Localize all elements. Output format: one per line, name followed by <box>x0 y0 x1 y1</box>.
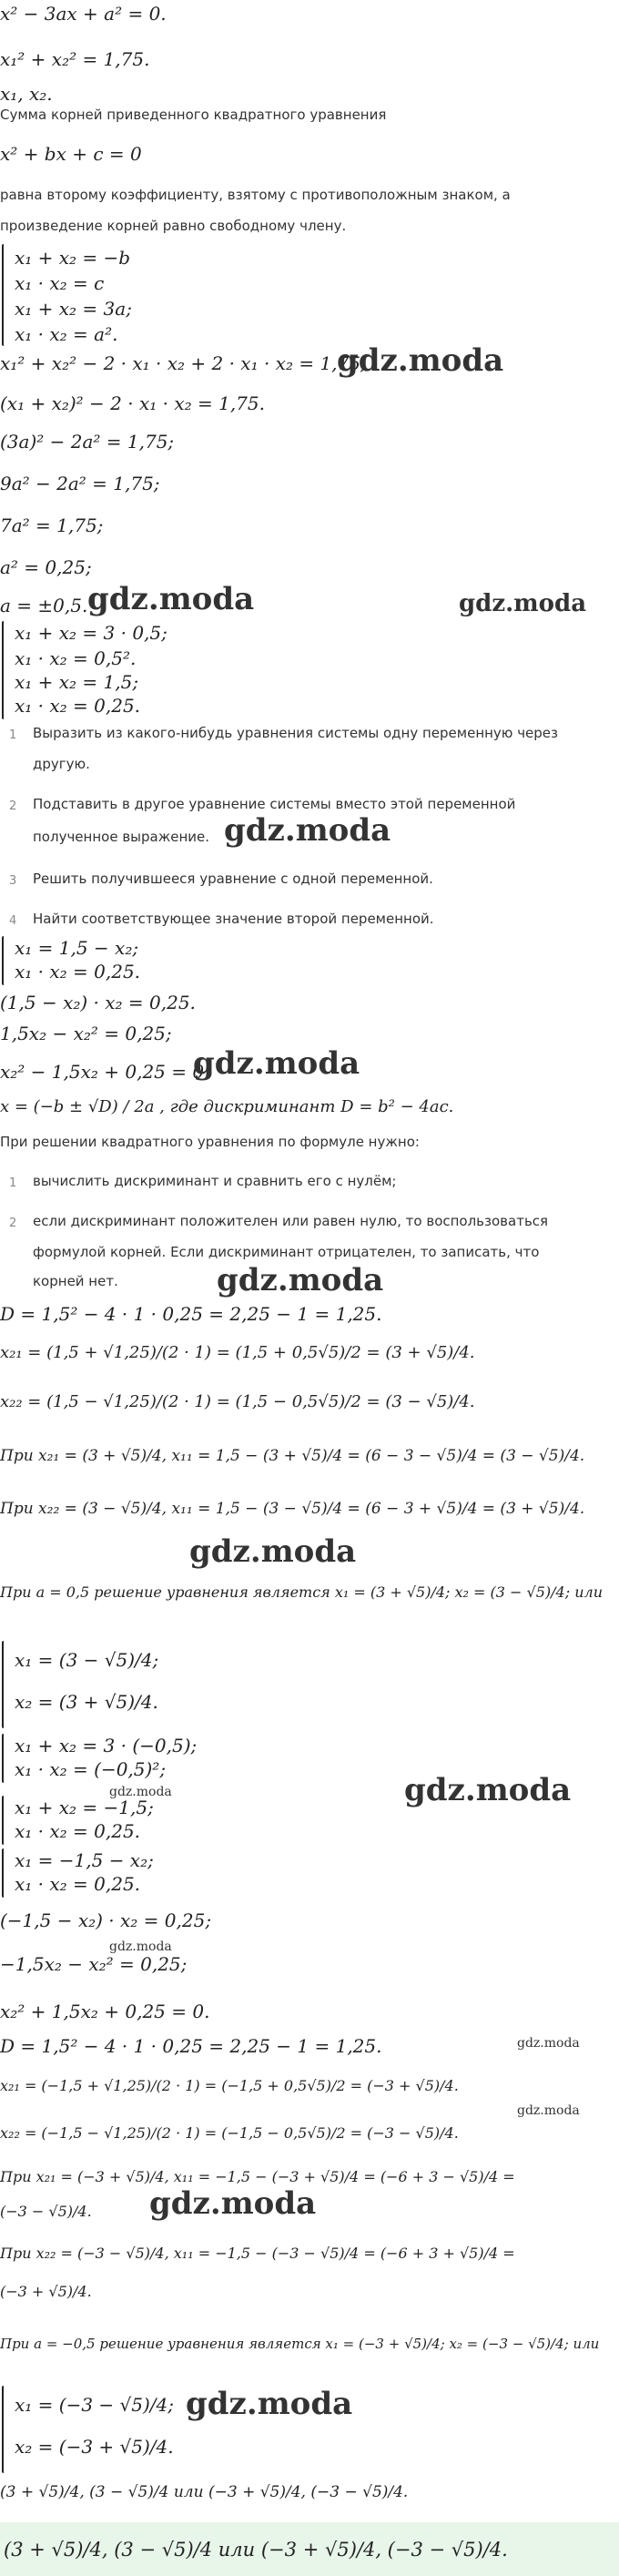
system-brace <box>2 1734 4 1783</box>
watermark: gdz.moda <box>149 2185 317 2222</box>
neg-substituted: (−1,5 − x₂) · x₂ = 0,25; <box>0 1909 212 1931</box>
list-item: корней нет. <box>33 1273 118 1289</box>
vieta-text-3: произведение корней равно свободному члену. <box>0 218 347 234</box>
sub-product: x₁ · x₂ = 0,25. <box>15 961 141 983</box>
alt-x2: x₂ = (3 + √5)/4. <box>15 1691 158 1713</box>
general-quadratic: x² + bx + c = 0 <box>0 143 142 165</box>
watermark: gdz.moda <box>459 590 587 617</box>
discriminant-1: D = 1,5² − 4 · 1 · 0,25 = 2,25 − 1 = 1,25. <box>0 1303 382 1325</box>
square-of-sum: (x₁ + x₂)² − 2 · x₁ · x₂ = 1,75. <box>0 392 265 414</box>
root-x22: x₂₂ = (1,5 − √1,25)/(2 · 1) = (1,5 − 0,5√5)/2 = (3 − √5)/4. <box>0 1392 475 1411</box>
system-brace <box>2 1848 4 1898</box>
answer-text: (3 + √5)/4, (3 − √5)/4 или (−3 + √5)/4, (−3 − √5)/4. <box>4 2539 508 2561</box>
solution-a-negative: При a = −0,5 решение уравнения является x₁ = (−3 + √5)/4; x₂ = (−3 − √5)/4; или <box>0 2336 600 2352</box>
neg-quadratic: x₂² + 1,5x₂ + 0,25 = 0. <box>0 2001 210 2022</box>
list-item: формулой корней. Если дискриминант отрицателен, то записать, что <box>33 1244 540 1260</box>
list-item: вычислить дискриминант и сравнить его с нулём; <box>33 1173 397 1189</box>
system-brace <box>2 621 4 719</box>
case-x22: При x₂₂ = (3 − √5)/4, x₁₁ = 1,5 − (3 − √5)/4 = (6 − 3 + √5)/4 = (3 + √5)/4. <box>0 1500 585 1518</box>
watermark: gdz.moda <box>404 1772 572 1808</box>
sys-a1-sum: x₁ + x₂ = 3 · 0,5; <box>15 622 167 644</box>
list-item: если дискриминант положителен или равен нулю, то воспользоваться <box>33 1213 549 1229</box>
neg-product: x₁ · x₂ = (−0,5)²; <box>15 1758 167 1780</box>
step-a2: a² = 0,25; <box>0 556 92 578</box>
sys-a2-product: x₁ · x₂ = 0,25. <box>15 695 141 717</box>
substitution-a: (3a)² − 2a² = 1,75; <box>0 431 175 453</box>
neg-sum: x₁ + x₂ = 3 · (−0,5); <box>15 1735 198 1756</box>
discriminant-2: D = 1,5² − 4 · 1 · 0,25 = 2,25 − 1 = 1,25. <box>0 2035 382 2057</box>
expanded-eq: 1,5x₂ − x₂² = 0,25; <box>0 1023 172 1044</box>
system-sum-3a: x₁ + x₂ = 3a; <box>15 298 132 320</box>
condition-sum-squares: x₁² + x₂² = 1,75. <box>0 48 150 70</box>
watermark: gdz.moda <box>186 2386 353 2422</box>
quadratic-formula: x = (−b ± √D) / 2a , где дискриминант D = b² − 4ac. <box>0 1097 454 1116</box>
list-item: полученное выражение. <box>33 829 210 845</box>
neg-case-x21: При x₂₁ = (−3 + √5)/4, x₁₁ = −1,5 − (−3 + √5)/4 = (−6 + 3 − √5)/4 = <box>0 2168 515 2185</box>
watermark: gdz.moda <box>193 1045 360 1082</box>
list-number: 4 <box>9 914 17 928</box>
neg-sub-x1: x₁ = −1,5 − x₂; <box>15 1849 154 1871</box>
sys-a2-sum: x₁ + x₂ = 1,5; <box>15 671 139 693</box>
neg-case-x22: При x₂₂ = (−3 − √5)/4, x₁₁ = −1,5 − (−3 − √5)/4 = (−6 + 3 + √5)/4 = <box>0 2245 515 2262</box>
roots-label: x₁, x₂. <box>0 83 53 105</box>
watermark: gdz.moda <box>224 812 391 849</box>
sys-a1-product: x₁ · x₂ = 0,5². <box>15 647 137 669</box>
system-brace <box>2 1796 4 1845</box>
case-x21: При x₂₁ = (3 + √5)/4, x₁₁ = 1,5 − (3 + √5)/4 = (6 − 3 − √5)/4 = (3 − √5)/4. <box>0 1447 585 1465</box>
watermark: gdz.moda <box>517 2036 580 2051</box>
equation-main: x² − 3ax + a² = 0. <box>0 3 167 25</box>
expansion-line: x₁² + x₂² − 2 · x₁ · x₂ + 2 · x₁ · x₂ = 1,75; <box>0 352 367 374</box>
neg-alt-x1: x₁ = (−3 − √5)/4; <box>15 2394 174 2416</box>
system-brace <box>2 244 4 346</box>
list-number: 1 <box>9 728 17 742</box>
neg-product-value: x₁ · x₂ = 0,25. <box>15 1820 141 1842</box>
final-pairs: (3 + √5)/4, (3 − √5)/4 или (−3 + √5)/4, (−3 − √5)/4. <box>0 2483 409 2501</box>
system-product-a2: x₁ · x₂ = a². <box>15 323 118 345</box>
neg-sub-product: x₁ · x₂ = 0,25. <box>15 1873 141 1895</box>
neg-sum-value: x₁ + x₂ = −1,5; <box>15 1797 154 1818</box>
solution-a-positive: При a = 0,5 решение уравнения является x₁ = (3 + √5)/4; x₂ = (3 − √5)/4; или <box>0 1583 603 1601</box>
watermark: gdz.moda <box>87 581 255 617</box>
watermark: gdz.moda <box>109 1940 172 1954</box>
neg-root-x22: x₂₂ = (−1,5 − √1,25)/(2 · 1) = (−1,5 − 0,5√5)/2 = (−3 − √5)/4. <box>0 2124 459 2142</box>
watermark: gdz.moda <box>189 1533 357 1570</box>
step-7a2: 7a² = 1,75; <box>0 514 104 536</box>
formula-intro: При решении квадратного уравнения по формуле нужно: <box>0 1134 420 1150</box>
system-brace <box>2 936 4 985</box>
vieta-sum: x₁ + x₂ = −b <box>15 247 131 269</box>
system-brace <box>2 2386 4 2473</box>
vieta-text-2: равна второму коэффициенту, взятому с противоположным знаком, а <box>0 187 511 203</box>
neg-root-x21: x₂₁ = (−1,5 + √1,25)/(2 · 1) = (−1,5 + 0,5√5)/2 = (−3 + √5)/4. <box>0 2077 459 2094</box>
list-item: Выразить из какого-нибудь уравнения системы одну переменную через <box>33 725 559 741</box>
quadratic-eq: x₂² − 1,5x₂ + 0,25 = 0. <box>0 1061 210 1083</box>
watermark: gdz.moda <box>217 1262 384 1298</box>
list-number: 3 <box>9 874 17 888</box>
vieta-product: x₁ · x₂ = c <box>15 272 105 294</box>
substituted-eq: (1,5 − x₂) · x₂ = 0,25. <box>0 992 196 1013</box>
list-item: Решить получившееся уравнение с одной переменной. <box>33 871 433 887</box>
watermark: gdz.moda <box>109 1785 172 1799</box>
vieta-text-1: Сумма корней приведенного квадратного уравнения <box>0 107 387 123</box>
neg-case-x22-result: (−3 + √5)/4. <box>0 2283 92 2300</box>
neg-expanded: −1,5x₂ − x₂² = 0,25; <box>0 1953 188 1975</box>
list-item: другую. <box>33 756 90 772</box>
alt-x1: x₁ = (3 − √5)/4; <box>15 1649 159 1671</box>
list-number: 2 <box>9 799 17 813</box>
root-x21: x₂₁ = (1,5 + √1,25)/(2 · 1) = (1,5 + 0,5√5)/2 = (3 + √5)/4. <box>0 1343 475 1362</box>
sub-x1: x₁ = 1,5 − x₂; <box>15 937 139 959</box>
list-number: 2 <box>9 1217 17 1230</box>
list-item: Подставить в другое уравнение системы вместо этой переменной <box>33 796 516 812</box>
step-a-value: a = ±0,5. <box>0 595 88 616</box>
neg-case-x21-result: (−3 − √5)/4. <box>0 2203 92 2220</box>
watermark: gdz.moda <box>337 342 504 379</box>
list-number: 1 <box>9 1176 17 1190</box>
neg-alt-x2: x₂ = (−3 + √5)/4. <box>15 2436 174 2458</box>
system-brace <box>2 1641 4 1728</box>
watermark: gdz.moda <box>517 2103 580 2118</box>
step-9a2: 9a² − 2a² = 1,75; <box>0 473 160 494</box>
list-item: Найти соответствующее значение второй переменной. <box>33 911 434 927</box>
